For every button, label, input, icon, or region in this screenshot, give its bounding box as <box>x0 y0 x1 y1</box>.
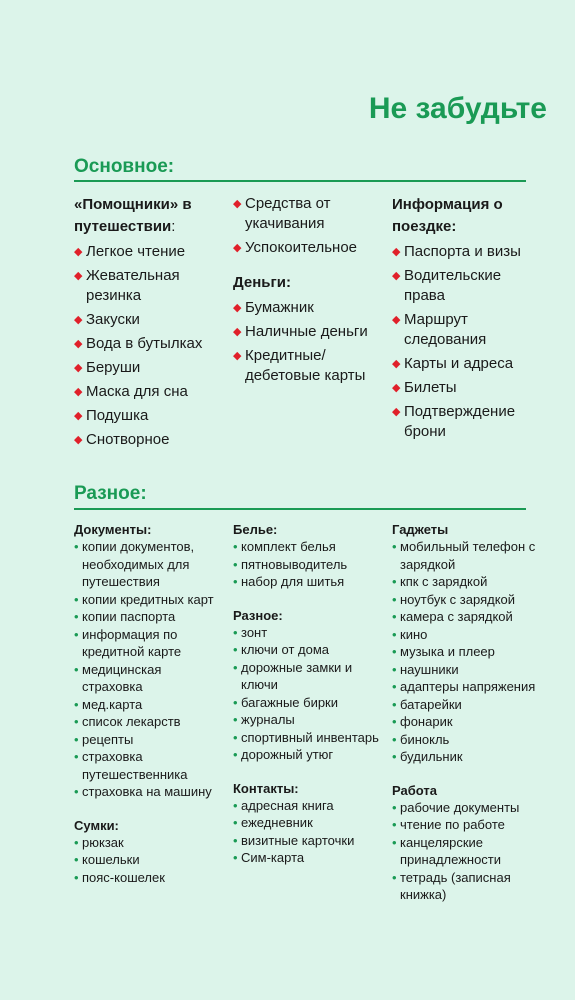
list-item <box>233 814 383 832</box>
list-item-text: кпк с зарядкой <box>400 574 488 589</box>
bullet-icon: • <box>392 609 397 624</box>
list-item-text: Вода в бутылках <box>86 335 203 352</box>
bullet-icon: • <box>392 834 397 850</box>
block-title: Информация о поездке: <box>392 196 503 235</box>
list-item <box>74 310 224 330</box>
bullet-icon: • <box>392 591 397 607</box>
list-item <box>233 238 383 258</box>
section-heading-main: Основное: <box>74 156 175 177</box>
list-item-text: Сим-карта <box>241 850 305 865</box>
bullet-icon: • <box>74 731 79 747</box>
list-item-text: Бумажник <box>245 299 314 316</box>
list-item-text: рецепты <box>82 731 134 747</box>
bullet-icon: • <box>392 799 397 815</box>
bullet-icon: ◆ <box>233 242 242 254</box>
bullet-icon: • <box>392 574 397 589</box>
list-item <box>233 194 383 234</box>
bullet-icon: ◆ <box>392 270 401 282</box>
list-item-text: Водительские права <box>404 267 502 304</box>
bullet-icon: • <box>233 694 238 710</box>
list-item <box>74 783 224 801</box>
bullet-icon: • <box>233 539 238 554</box>
list-item-text: пятновыводитель <box>241 556 348 572</box>
list-item-text: Закуски <box>86 311 140 328</box>
list-item-text: копии кредитных карт <box>82 591 214 607</box>
bullet-icon: ◆ <box>74 362 83 374</box>
list-item <box>233 711 383 729</box>
list-item <box>233 694 383 712</box>
bullet-icon: ◆ <box>74 246 83 258</box>
list-item <box>392 266 542 306</box>
list-item <box>392 573 552 591</box>
list-item-text: кино <box>400 626 428 642</box>
list-item <box>392 713 552 731</box>
list-item <box>233 298 383 318</box>
list-item-text: информация по кредитной карте <box>82 626 182 659</box>
list-item-text: Кредитные/ дебетовые карты <box>245 347 366 384</box>
bullet-icon: • <box>233 832 238 848</box>
list-item-text: чтение по работе <box>400 817 505 832</box>
list-item <box>74 430 224 450</box>
list-item-text: копии документов, необходимых для путешествия <box>82 539 195 589</box>
list-item-text: Беруши <box>86 359 141 376</box>
list-item <box>392 354 542 374</box>
bullet-icon: • <box>233 747 238 762</box>
list-item <box>74 869 224 887</box>
bullet-icon: ◆ <box>392 406 401 418</box>
block-title: Контакты: <box>233 780 299 796</box>
list-item-text: камера с зарядкой <box>400 609 513 624</box>
list-item <box>392 608 552 626</box>
list-item-text: Карты и адреса <box>404 355 514 372</box>
bullet-icon: • <box>392 714 397 729</box>
list-item <box>74 851 224 869</box>
list-item <box>392 402 542 442</box>
bullet-icon: • <box>74 539 79 554</box>
contacts-list <box>233 797 383 867</box>
list-item-text: ноутбук с зарядкой <box>400 591 516 607</box>
list-item <box>233 573 383 591</box>
list-item-text: бинокль <box>400 731 450 747</box>
bullet-icon: • <box>392 661 397 677</box>
list-item-text: страховка на машину <box>82 784 212 799</box>
block-title: Работа <box>392 782 437 798</box>
trip-info-list <box>392 242 542 442</box>
list-item-text: наушники <box>400 661 459 677</box>
list-item-text: дорожный утюг <box>241 747 334 762</box>
list-item-text: канцелярские принадлежности <box>400 834 502 867</box>
list-item-text: медицинская страховка <box>82 661 162 694</box>
bullet-icon: ◆ <box>74 434 83 446</box>
bullet-icon: • <box>74 852 79 867</box>
main-column-trip-info <box>392 194 542 442</box>
bullet-icon: • <box>74 714 79 729</box>
list-item <box>233 659 383 694</box>
list-item <box>74 608 224 626</box>
main-column-remedies-money <box>233 190 383 386</box>
list-item-text: Билеты <box>404 379 457 396</box>
bullet-icon: • <box>233 729 238 745</box>
bullet-icon: • <box>74 834 79 850</box>
list-item-text: Наличные деньги <box>245 323 368 340</box>
list-item-text: пояс-кошелек <box>82 869 165 885</box>
bullet-icon: • <box>392 749 397 764</box>
remedies-list <box>233 194 383 258</box>
bullet-icon: ◆ <box>74 386 83 398</box>
list-item <box>74 242 224 262</box>
list-item <box>392 799 552 817</box>
list-item <box>392 731 552 749</box>
list-item-text: Успокоительное <box>245 239 358 256</box>
bullet-icon: • <box>74 591 79 607</box>
list-item <box>392 696 552 714</box>
list-item <box>74 661 224 696</box>
list-item <box>74 358 224 378</box>
list-item-text: копии паспорта <box>82 609 176 624</box>
bullet-icon: • <box>233 624 238 640</box>
list-item <box>233 346 383 386</box>
bags-list <box>74 834 224 887</box>
helpers-list <box>74 242 224 450</box>
list-item <box>74 731 224 749</box>
list-item <box>392 626 552 644</box>
bullet-icon: • <box>392 696 397 712</box>
list-item <box>74 748 224 783</box>
list-item-text: Маршрут следования <box>404 311 487 348</box>
bullet-icon: • <box>233 642 238 657</box>
bullet-icon: ◆ <box>392 382 401 394</box>
list-item <box>74 406 224 426</box>
list-item-text: Средства от укачивания <box>245 195 331 232</box>
list-item-text: мобильный телефон с зарядкой <box>400 539 536 572</box>
bullet-icon: • <box>233 574 238 589</box>
list-item-text: журналы <box>241 712 295 727</box>
list-item-text: набор для шитья <box>241 574 345 589</box>
bullet-icon: ◆ <box>392 246 401 258</box>
bullet-icon: • <box>233 712 238 727</box>
section-heading-misc: Разное: <box>74 483 147 504</box>
list-item <box>74 266 224 306</box>
list-item-text: рюкзак <box>82 834 124 850</box>
main-column-helpers <box>74 194 224 450</box>
list-item-text: батарейки <box>400 696 462 712</box>
bullet-icon: • <box>74 696 79 712</box>
bullet-icon: ◆ <box>233 326 242 338</box>
list-item-text: адаптеры напряжения <box>400 679 536 694</box>
block-title: Деньги: <box>233 274 291 291</box>
list-item <box>392 678 552 696</box>
misc-column-gadgets-work <box>392 521 552 904</box>
list-item <box>392 816 552 834</box>
list-item-text: ключи от дома <box>241 642 330 657</box>
list-item-text: Снотворное <box>86 431 170 448</box>
list-item-text: спортивный инвентарь <box>241 729 379 745</box>
bullet-icon: • <box>392 817 397 832</box>
list-item-text: будильник <box>400 749 463 764</box>
list-item <box>233 322 383 342</box>
list-item <box>392 242 542 262</box>
list-item-text: рабочие документы <box>400 799 520 815</box>
list-item <box>392 378 542 398</box>
list-item <box>74 834 224 852</box>
bullet-icon: • <box>74 661 79 677</box>
block-title: Белье: <box>233 522 278 537</box>
list-item-text: Подушка <box>86 407 149 424</box>
misc-list <box>233 624 383 764</box>
list-item <box>392 310 542 350</box>
list-item-text: зонт <box>241 624 268 640</box>
list-item-text: тетрадь (записная книжка) <box>400 869 511 902</box>
list-item <box>233 624 383 642</box>
list-item <box>392 869 552 904</box>
bullet-icon: ◆ <box>74 314 83 326</box>
block-title: Сумки: <box>74 817 119 833</box>
list-item-text: визитные карточки <box>241 832 355 848</box>
list-item-text: мед.карта <box>82 696 143 712</box>
list-item-text: ежедневник <box>241 815 313 830</box>
list-item-text: дорожные замки и ключи <box>241 659 353 692</box>
bullet-icon: • <box>233 659 238 675</box>
list-item-text: страховка путешественника <box>82 749 188 782</box>
list-item <box>233 746 383 764</box>
bullet-icon: • <box>233 815 238 830</box>
list-item <box>74 591 224 609</box>
bullet-icon: • <box>74 609 79 624</box>
list-item-text: адресная книга <box>241 797 334 813</box>
bullet-icon: • <box>392 644 397 659</box>
list-item <box>392 643 552 661</box>
list-item <box>392 591 552 609</box>
bullet-icon: • <box>74 784 79 799</box>
list-item-text: музыка и плеер <box>400 644 495 659</box>
list-item-text: комплект белья <box>241 539 336 554</box>
list-item <box>74 696 224 714</box>
bullet-icon: ◆ <box>392 358 401 370</box>
bullet-icon: • <box>233 556 238 572</box>
bullet-icon: • <box>392 626 397 642</box>
bullet-icon: • <box>392 731 397 747</box>
list-item-text: кошельки <box>82 852 140 867</box>
work-list <box>392 799 552 904</box>
documents-list <box>74 538 224 801</box>
bullet-icon: ◆ <box>233 302 242 314</box>
list-item <box>392 661 552 679</box>
misc-column-docs-bags <box>74 521 224 886</box>
list-item <box>233 556 383 574</box>
bullet-icon: ◆ <box>392 314 401 326</box>
bullet-icon: ◆ <box>233 198 242 210</box>
list-item-text: багажные бирки <box>241 694 339 710</box>
bullet-icon: ◆ <box>233 350 242 362</box>
list-item <box>233 538 383 556</box>
list-item <box>392 538 552 573</box>
list-item-text: Жевательная резинка <box>86 267 180 304</box>
bullet-icon: ◆ <box>74 270 83 282</box>
list-item <box>392 748 552 766</box>
bullet-icon: • <box>233 850 238 865</box>
bullet-icon: • <box>392 679 397 694</box>
section-divider <box>74 508 526 510</box>
linen-list <box>233 538 383 591</box>
misc-column-linen-misc-contacts <box>233 521 383 867</box>
list-item <box>74 334 224 354</box>
list-item <box>74 538 224 591</box>
list-item-text: фонарик <box>400 714 453 729</box>
block-title: Документы: <box>74 522 152 537</box>
list-item <box>74 382 224 402</box>
bullet-icon: • <box>233 797 238 813</box>
list-item <box>74 626 224 661</box>
block-title: «Помощники» в путешествии: <box>74 196 192 235</box>
page-title: Не забудьте <box>368 92 547 125</box>
block-title: Гаджеты <box>392 522 449 537</box>
list-item <box>233 641 383 659</box>
bullet-icon: • <box>74 869 79 885</box>
bullet-icon: ◆ <box>74 410 83 422</box>
bullet-icon: • <box>392 869 397 885</box>
list-item-text: Легкое чтение <box>86 243 186 260</box>
money-list <box>233 298 383 386</box>
list-item <box>74 713 224 731</box>
list-item <box>233 729 383 747</box>
gadgets-list <box>392 538 552 766</box>
bullet-icon: • <box>74 749 79 764</box>
block-title: Разное: <box>233 607 283 623</box>
list-item-text: Подтверждение брони <box>404 403 516 440</box>
bullet-icon: ◆ <box>74 338 83 350</box>
list-item <box>233 849 383 867</box>
list-item <box>233 797 383 815</box>
bullet-icon: • <box>392 539 397 554</box>
section-divider <box>74 180 526 182</box>
list-item <box>392 834 552 869</box>
bullet-icon: • <box>74 626 79 642</box>
list-item <box>233 832 383 850</box>
list-item-text: Паспорта и визы <box>404 243 521 260</box>
list-item-text: список лекарств <box>82 714 181 729</box>
list-item-text: Маска для сна <box>86 383 188 400</box>
